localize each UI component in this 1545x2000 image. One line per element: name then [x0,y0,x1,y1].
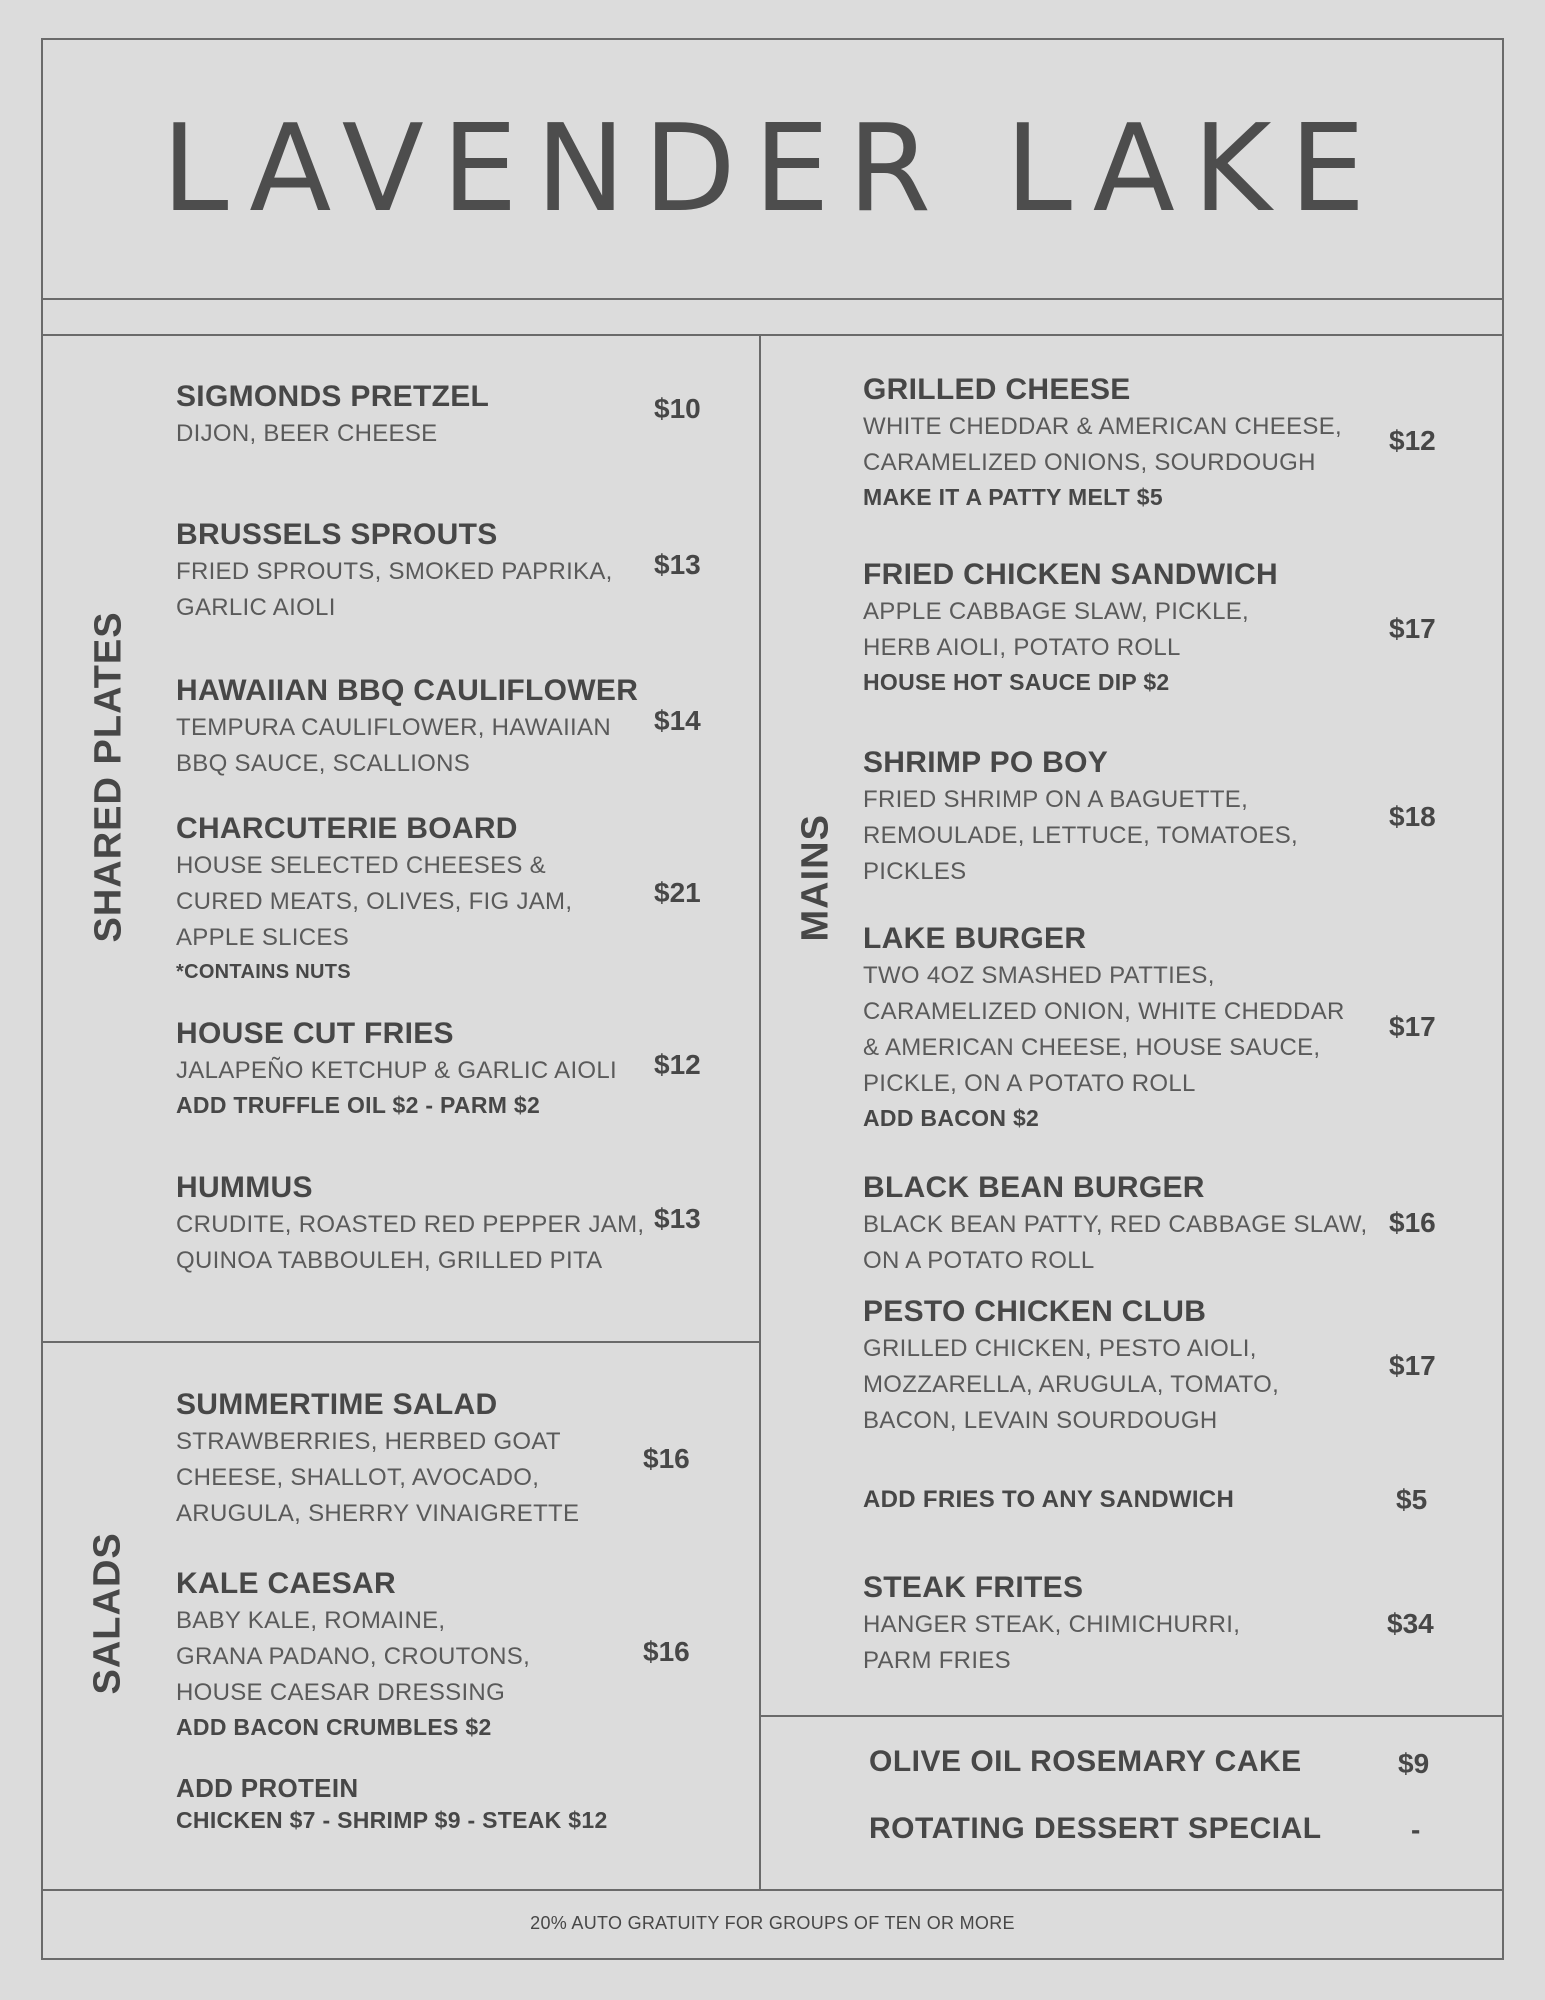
item-description: REMOULADE, LETTUCE, TOMATOES, [863,822,1299,849]
item-description: GRILLED CHICKEN, PESTO AIOLI, [863,1335,1257,1362]
menu-item [863,920,1345,1134]
menu-item [176,378,489,452]
item-description: JALAPEÑO KETCHUP & GARLIC AIOLI [176,1057,617,1084]
item-description: WHITE CHEDDAR & AMERICAN CHEESE, [863,413,1342,440]
dessert-price: $9 [1398,1748,1430,1779]
divider [41,334,1504,336]
item-price: $13 [654,1203,701,1234]
section-label-salads: SALADS [86,1532,129,1695]
item-description: QUINOA TABBOULEH, GRILLED PITA [176,1247,603,1274]
item-description: FRIED SPROUTS, SMOKED PAPRIKA, [176,558,613,585]
item-name: LAKE BURGER [863,922,1087,955]
item-description: HOUSE CAESAR DRESSING [176,1679,506,1706]
item-description: & AMERICAN CHEESE, HOUSE SAUCE, [863,1034,1321,1061]
menu-item [863,371,1342,513]
item-description: MOZZARELLA, ARUGULA, TOMATO, [863,1371,1280,1398]
item-name: HUMMUS [176,1171,313,1204]
item-price: $16 [643,1636,690,1667]
menu-item [176,516,613,626]
item-name: HAWAIIAN BBQ CAULIFLOWER [176,674,639,707]
divider [41,1341,761,1343]
item-description: TEMPURA CAULIFLOWER, HAWAIIAN [176,714,611,741]
item-description: APPLE SLICES [176,924,350,951]
section-label-shared-plates: SHARED PLATES [87,611,130,943]
item-description: DIJON, BEER CHEESE [176,420,438,447]
divider [41,1889,1504,1891]
item-name: SUMMERTIME SALAD [176,1388,498,1421]
item-addon: ADD BACON CRUMBLES $2 [176,1714,492,1740]
item-name: SIGMONDS PRETZEL [176,380,490,413]
add-protein [176,1772,608,1836]
item-description: PARM FRIES [863,1647,1011,1674]
item-description: HOUSE SELECTED CHEESES & [176,852,546,879]
allergen-note: *CONTAINS NUTS [176,961,351,983]
item-addon: ADD TRUFFLE OIL $2 - PARM $2 [176,1092,541,1118]
item-name: BRUSSELS SPROUTS [176,518,498,551]
menu-item [863,1293,1279,1439]
item-price: $17 [1389,1350,1436,1381]
item-price: $12 [1389,425,1436,456]
add-fries [863,1484,1234,1516]
item-name: CHARCUTERIE BOARD [176,812,518,845]
item-price: $16 [1389,1207,1436,1238]
gratuity-note: 20% AUTO GRATUITY FOR GROUPS OF TEN OR MORE [530,1913,1015,1933]
item-description: CARAMELIZED ONIONS, SOURDOUGH [863,449,1316,476]
item-description: APPLE CABBAGE SLAW, PICKLE, [863,598,1250,625]
item-description: PICKLES [863,858,967,885]
item-description: CRUDITE, ROASTED RED PEPPER JAM, [176,1211,645,1238]
item-description: BBQ SAUCE, SCALLIONS [176,750,471,777]
menu-item [176,1565,530,1743]
item-price: $18 [1389,801,1436,832]
dessert-price: - [1411,1814,1421,1845]
item-description: PICKLE, ON A POTATO ROLL [863,1070,1196,1097]
add-protein-label: ADD PROTEIN [176,1773,359,1803]
menu-item [863,744,1298,890]
item-name: HOUSE CUT FRIES [176,1017,454,1050]
item-price: $13 [654,549,701,580]
menu-item [176,810,572,988]
section-label-mains: MAINS [794,814,837,942]
item-name: BLACK BEAN BURGER [863,1171,1205,1204]
item-price: $10 [654,393,701,424]
divider [41,298,1504,300]
item-description: CHEESE, SHALLOT, AVOCADO, [176,1464,540,1491]
item-price: $14 [654,705,701,736]
divider [759,1715,1504,1717]
item-price: $34 [1387,1608,1434,1639]
menu-item [176,672,638,782]
item-name: SHRIMP PO BOY [863,746,1109,779]
menu-item [176,1169,644,1279]
item-description: HANGER STEAK, CHIMICHURRI, [863,1611,1241,1638]
item-description: FRIED SHRIMP ON A BAGUETTE, [863,786,1249,813]
menu-item [863,556,1278,698]
menu-item [176,1386,579,1532]
menu-item [863,1169,1367,1279]
item-addon: MAKE IT A PATTY MELT $5 [863,484,1163,510]
add-fries-label: ADD FRIES TO ANY SANDWICH [863,1486,1235,1513]
item-description: CURED MEATS, OLIVES, FIG JAM, [176,888,573,915]
menu-item [176,1015,617,1121]
item-price: $17 [1389,613,1436,644]
restaurant-title: LAVENDER LAKE [161,100,1384,239]
item-name: GRILLED CHEESE [863,373,1131,406]
item-name: KALE CAESAR [176,1567,396,1600]
divider [759,334,761,1890]
item-name: STEAK FRITES [863,1571,1084,1604]
item-price: $16 [643,1443,690,1474]
item-description: GARLIC AIOLI [176,594,336,621]
menu-item [863,1569,1240,1679]
item-price: $21 [654,877,701,908]
item-description: TWO 4OZ SMASHED PATTIES, [863,962,1215,989]
dessert-name: OLIVE OIL ROSEMARY CAKE [869,1745,1302,1778]
item-description: BACON, LEVAIN SOURDOUGH [863,1407,1218,1434]
add-fries-price: $5 [1396,1484,1428,1515]
item-price: $12 [654,1049,701,1080]
item-description: STRAWBERRIES, HERBED GOAT [176,1428,561,1455]
item-name: PESTO CHICKEN CLUB [863,1295,1207,1328]
dessert-name: ROTATING DESSERT SPECIAL [869,1812,1322,1845]
item-addon: HOUSE HOT SAUCE DIP $2 [863,669,1170,695]
item-price: $17 [1389,1011,1436,1042]
item-description: HERB AIOLI, POTATO ROLL [863,634,1181,661]
item-description: BABY KALE, ROMAINE, [176,1607,446,1634]
item-description: CARAMELIZED ONION, WHITE CHEDDAR [863,998,1345,1025]
add-protein-options: CHICKEN $7 - SHRIMP $9 - STEAK $12 [176,1807,608,1833]
item-name: FRIED CHICKEN SANDWICH [863,558,1278,591]
item-addon: ADD BACON $2 [863,1105,1040,1131]
item-description: ON A POTATO ROLL [863,1247,1095,1274]
item-description: ARUGULA, SHERRY VINAIGRETTE [176,1500,580,1527]
item-description: BLACK BEAN PATTY, RED CABBAGE SLAW, [863,1211,1368,1238]
item-description: GRANA PADANO, CROUTONS, [176,1643,531,1670]
